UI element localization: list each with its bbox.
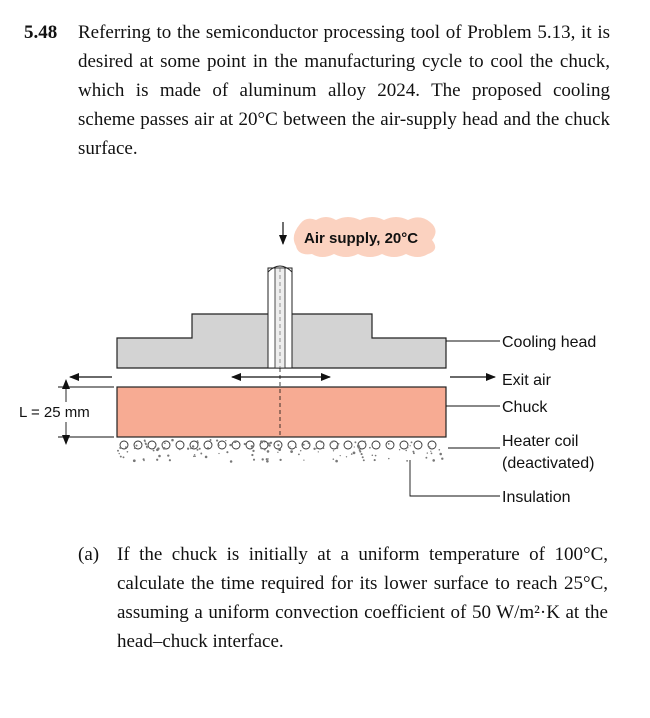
insulation-speck	[266, 460, 269, 463]
insulation-speck	[144, 441, 146, 443]
insulation-speck	[197, 440, 199, 442]
insulation-speck	[405, 450, 407, 452]
insulation-speck	[120, 456, 122, 458]
insulation-speck	[320, 441, 322, 443]
insulation-speck	[289, 446, 290, 447]
insulation-speck	[119, 453, 120, 454]
air-supply-bubble	[294, 217, 436, 257]
insulation-speck	[407, 447, 409, 449]
insulation-speck	[303, 459, 304, 460]
insulation-speck	[372, 454, 374, 456]
insulation-speck	[218, 453, 219, 454]
insulation-speck	[346, 456, 347, 457]
insulation-speck	[354, 441, 356, 443]
insulation-speck	[145, 444, 146, 445]
insulation-speck	[134, 447, 136, 449]
insulation-speck	[410, 445, 411, 446]
insulation-speck	[264, 441, 265, 442]
insulation-speck	[412, 451, 414, 453]
insulation-speck	[318, 451, 319, 452]
insulation-speck	[340, 455, 341, 456]
insulation-speck	[428, 446, 430, 448]
insulation-speck	[205, 456, 208, 459]
insulation-speck	[432, 459, 435, 462]
chuck	[117, 387, 446, 437]
insulation-speck	[207, 447, 209, 449]
insulation-speck	[200, 453, 202, 455]
insulation-speck	[277, 444, 279, 446]
insulation-speck	[156, 459, 158, 461]
insulation-speck	[313, 448, 315, 450]
problem-statement	[24, 18, 610, 163]
insulation-speck	[338, 443, 340, 445]
insulation-layer	[117, 439, 443, 463]
air-supply-label: Air supply, 20°C	[304, 230, 419, 247]
insulation-speck	[268, 442, 270, 444]
insulation-speck	[251, 446, 254, 449]
insulation-speck	[230, 460, 233, 463]
insulation-speck	[234, 440, 237, 443]
insulation-speck	[210, 439, 212, 441]
insulation-speck	[244, 443, 246, 445]
insulation-speck	[154, 447, 155, 448]
insulation-speck	[169, 459, 171, 461]
insulation-speck	[171, 439, 174, 442]
insulation-speck	[193, 455, 195, 457]
coil-loop	[288, 441, 296, 449]
insulation-speck	[300, 450, 301, 451]
insulation-speck	[136, 445, 138, 447]
insulation-speck	[253, 459, 255, 461]
insulation-speck	[260, 440, 263, 443]
coil-loop	[344, 441, 352, 449]
insulation-speck	[441, 458, 443, 460]
insulation-speck	[308, 442, 310, 444]
insulation-speck	[278, 440, 280, 442]
insulation-speck	[336, 447, 338, 449]
insulation-speck	[290, 450, 293, 453]
insulation-speck	[262, 458, 264, 460]
insulation-speck	[133, 459, 136, 462]
insulation-speck	[439, 449, 441, 451]
insulation-speck	[270, 442, 272, 444]
insulation-speck	[330, 442, 332, 444]
insulation-leader	[410, 460, 500, 496]
insulation-speck	[226, 451, 228, 453]
insulation-speck	[225, 440, 226, 441]
exit-air-label: Exit air	[502, 372, 551, 389]
insulation-speck	[388, 458, 389, 459]
heater-coil-label: Heater coil	[502, 433, 579, 450]
insulation-speck	[260, 447, 262, 449]
insulation-speck	[187, 448, 189, 450]
insulation-speck	[197, 442, 199, 444]
part-a	[78, 540, 608, 656]
thickness-label: L = 25 mm	[19, 404, 90, 421]
insulation-speck	[388, 443, 390, 445]
insulation-speck	[123, 456, 125, 458]
insulation-speck	[167, 454, 169, 456]
insulation-speck	[333, 458, 335, 460]
problem-number: 5.48	[24, 22, 58, 43]
insulation-speck	[399, 449, 400, 450]
insulation-speck	[267, 450, 270, 453]
insulation-speck	[199, 448, 201, 450]
insulation-speck	[353, 452, 356, 455]
cooling-apparatus-figure	[0, 210, 650, 520]
insulation-speck	[369, 447, 371, 449]
insulation-speck	[252, 450, 254, 452]
insulation-speck	[323, 447, 325, 449]
coil-loop	[386, 441, 394, 449]
chuck-label: Chuck	[502, 399, 548, 416]
insulation-speck	[146, 447, 147, 448]
insulation-speck	[279, 449, 281, 451]
insulation-speck	[427, 452, 428, 453]
deactivated-label: (deactivated)	[502, 455, 595, 472]
insulation-speck	[406, 460, 408, 462]
problem-text: Referring to the semiconductor processing tool of Problem 5.13, it is desired at some point in the manufacturing cycle to cool the chuck, which is made of aluminum alloy 2024. The proposed cooling scheme passes air at 20°C between the air-supply head and the chuck surface.	[78, 22, 610, 159]
insulation-speck	[333, 450, 334, 451]
insulation-speck	[411, 441, 413, 443]
insulation-speck	[157, 447, 160, 450]
insulation-speck	[431, 453, 433, 455]
insulation-speck	[413, 452, 415, 454]
insulation-speck	[117, 450, 119, 452]
insulation-speck	[192, 445, 194, 447]
coil-loop	[372, 441, 380, 449]
insulation-label: Insulation	[502, 489, 571, 506]
insulation-speck	[218, 444, 220, 446]
insulation-speck	[335, 460, 338, 463]
insulation-speck	[268, 444, 270, 446]
insulation-speck	[153, 450, 155, 452]
insulation-speck	[267, 458, 268, 459]
insulation-speck	[358, 446, 361, 449]
coil-loop	[414, 441, 422, 449]
part-a-text: If the chuck is initially at a uniform temperature of 100°C, calculate the time required for its lower surface to reach 25°C, assuming a uniform convection coefficient of 50 W/m²·K at the head–chuck interface.	[117, 544, 608, 652]
insulation-speck	[375, 455, 377, 457]
insulation-speck	[361, 453, 363, 455]
insulation-speck	[351, 453, 353, 455]
insulation-speck	[298, 453, 300, 455]
insulation-speck	[264, 449, 266, 451]
insulation-speck	[364, 441, 366, 443]
insulation-speck	[359, 451, 361, 453]
part-a-label: (a)	[78, 544, 100, 565]
insulation-speck	[143, 460, 145, 462]
coil-loop	[190, 441, 198, 449]
insulation-speck	[164, 442, 166, 444]
insulation-speck	[277, 452, 278, 453]
insulation-speck	[331, 441, 333, 443]
insulation-speck	[163, 447, 166, 450]
insulation-speck	[316, 448, 317, 449]
insulation-speck	[216, 440, 218, 442]
insulation-speck	[276, 441, 278, 443]
insulation-speck	[251, 454, 253, 456]
insulation-speck	[158, 455, 161, 458]
insulation-speck	[190, 448, 191, 449]
insulation-speck	[303, 444, 305, 446]
insulation-speck	[440, 454, 441, 455]
insulation-speck	[362, 456, 364, 458]
coil-loop	[176, 441, 184, 449]
insulation-speck	[194, 454, 195, 455]
cooling-head-label: Cooling head	[502, 334, 597, 351]
insulation-speck	[296, 447, 297, 448]
insulation-speck	[127, 451, 129, 453]
insulation-speck	[125, 446, 127, 448]
coil-loop	[400, 441, 408, 449]
insulation-speck	[196, 449, 198, 451]
insulation-speck	[162, 443, 163, 444]
insulation-speck	[363, 459, 365, 461]
insulation-speck	[179, 448, 181, 450]
insulation-speck	[430, 451, 431, 452]
insulation-speck	[425, 457, 427, 459]
insulation-speck	[354, 446, 355, 447]
insulation-speck	[374, 459, 376, 461]
insulation-speck	[119, 447, 121, 449]
insulation-speck	[279, 459, 281, 461]
insulation-speck	[229, 444, 231, 446]
